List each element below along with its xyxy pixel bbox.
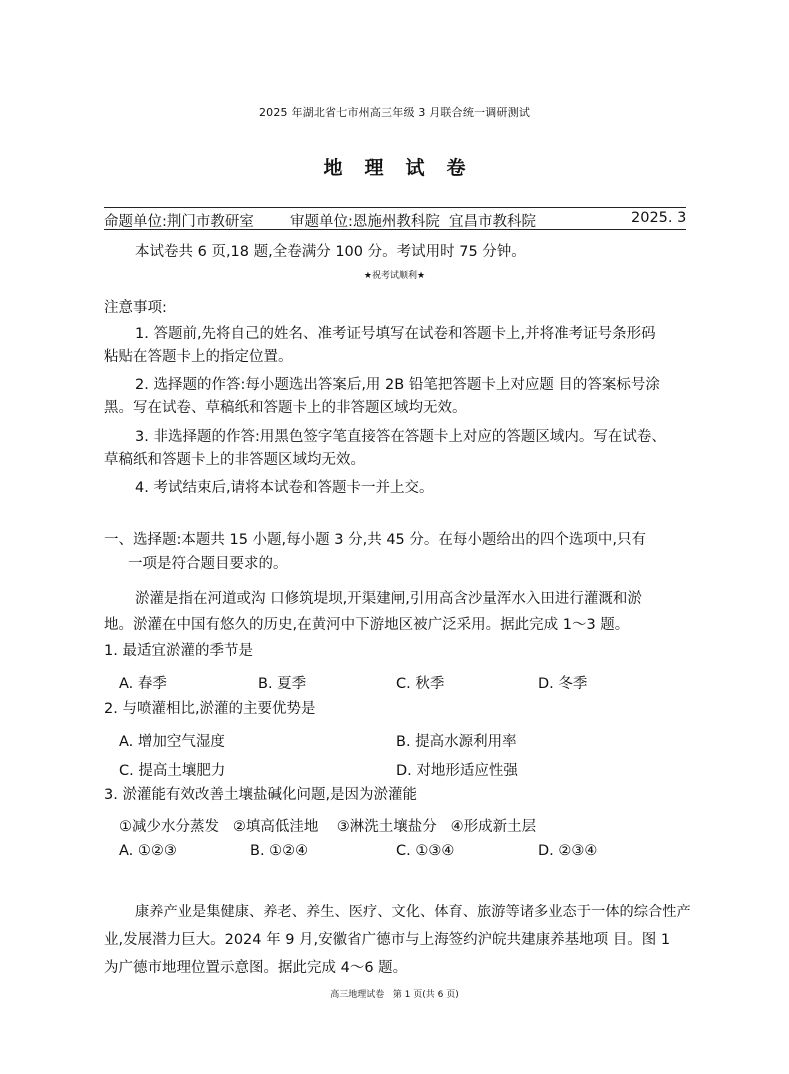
note-3-line-2: 草稿纸和答题卡上的非答题区域均无效。 (104, 452, 365, 468)
q2-option-a: A. 增加空气湿度 (119, 734, 225, 750)
q1-option-b: B. 夏季 (258, 676, 307, 692)
q3-option-a: A. ①②③ (119, 843, 177, 859)
note-1-line-1: 1. 答题前,先将自己的姓名、准考证号填写在试卷和答题卡上,并将准考证号条形码 (135, 326, 656, 342)
exam-date: 2025. 3 (631, 210, 687, 226)
header-rule-bottom (104, 229, 686, 230)
q2-option-b: B. 提高水源利用率 (396, 734, 517, 750)
reviewer-unit: 审题单位:恩施州教科院 (290, 214, 440, 230)
note-2-line-2: 黑。写在试卷、草稿纸和答题卡上的非答题区域均无效。 (104, 400, 467, 416)
passage-1-line-2: 地。淤灌在中国有悠久的历史,在黄河中下游地区被广泛采用。据此完成 1～3 题。 (104, 617, 630, 633)
passage-2-line-2: 业,发展潜力巨大。2024 年 9 月,安徽省广德市与上海签约沪皖共建康养基地项 目。图 1 (104, 932, 671, 948)
subject-title: 地理试卷 (323, 157, 488, 179)
q2-option-c: C. 提高土壤肥力 (119, 763, 226, 779)
passage-2-line-1: 康养产业是集健康、养老、养生、医疗、文化、体育、旅游等诸多业态于一体的综合性产 (135, 904, 691, 920)
q3-option-c: C. ①③④ (396, 843, 455, 859)
exam-title: 2025 年湖北省七市州高三年级 3 月联合统一调研测试 (258, 106, 531, 119)
question-1-stem: 1. 最适宜淤灌的季节是 (104, 643, 253, 659)
blessing: ★祝考试顺利★ (363, 271, 426, 281)
q1-option-c: C. 秋季 (396, 676, 445, 692)
question-2-stem: 2. 与喷灌相比,淤灌的主要优势是 (104, 701, 316, 717)
q3-statements: ①减少水分蒸发 ②填高低洼地 ③淋洗土壤盐分 ④形成新土层 (119, 819, 537, 835)
section-heading-line-2: 一项是符合题目要求的。 (128, 556, 288, 572)
page-footer: 高三地理试卷 第 1 页(共 6 页) (330, 990, 459, 1000)
question-3-stem: 3. 淤灌能有效改善土壤盐碱化问题,是因为淤灌能 (104, 787, 418, 803)
q3-option-d: D. ②③④ (538, 843, 598, 859)
proposer-unit: 命题单位:荆门市教研室 (104, 214, 254, 230)
note-3-line-1: 3. 非选择题的作答:用黑色签字笔直接答在答题卡上对应的答题区域内。写在试卷、 (135, 429, 666, 445)
note-1-line-2: 粘贴在答题卡上的指定位置。 (104, 349, 293, 365)
header-rule-top (104, 207, 686, 208)
note-4: 4. 考试结束后,请将本试卷和答题卡一并上交。 (135, 480, 434, 496)
q3-option-b: B. ①②④ (250, 843, 309, 859)
q1-option-d: D. 冬季 (538, 676, 588, 692)
passage-1-line-1: 淤灌是指在河道或沟 口修筑堤坝,开渠建闸,引用高含沙量浑水入田进行灌溉和淤 (135, 591, 642, 607)
exam-summary: 本试卷共 6 页,18 题,全卷满分 100 分。考试用时 75 分钟。 (135, 244, 526, 260)
reviewer-unit-2: 宜昌市教科院 (449, 214, 536, 230)
q2-option-d: D. 对地形适应性强 (396, 763, 518, 779)
q1-option-a: A. 春季 (119, 676, 167, 692)
section-heading-line-1: 一、选择题:本题共 15 小题,每小题 3 分,共 45 分。在每小题给出的四个选项中,只有 (104, 532, 646, 548)
passage-2-line-3: 为广德市地理位置示意图。据此完成 4～6 题。 (104, 960, 408, 976)
note-2-line-1: 2. 选择题的作答:每小题选出答案后,用 2B 铅笔把答题卡上对应题 目的答案标号涂 (135, 377, 660, 393)
notes-heading: 注意事项: (104, 300, 167, 316)
